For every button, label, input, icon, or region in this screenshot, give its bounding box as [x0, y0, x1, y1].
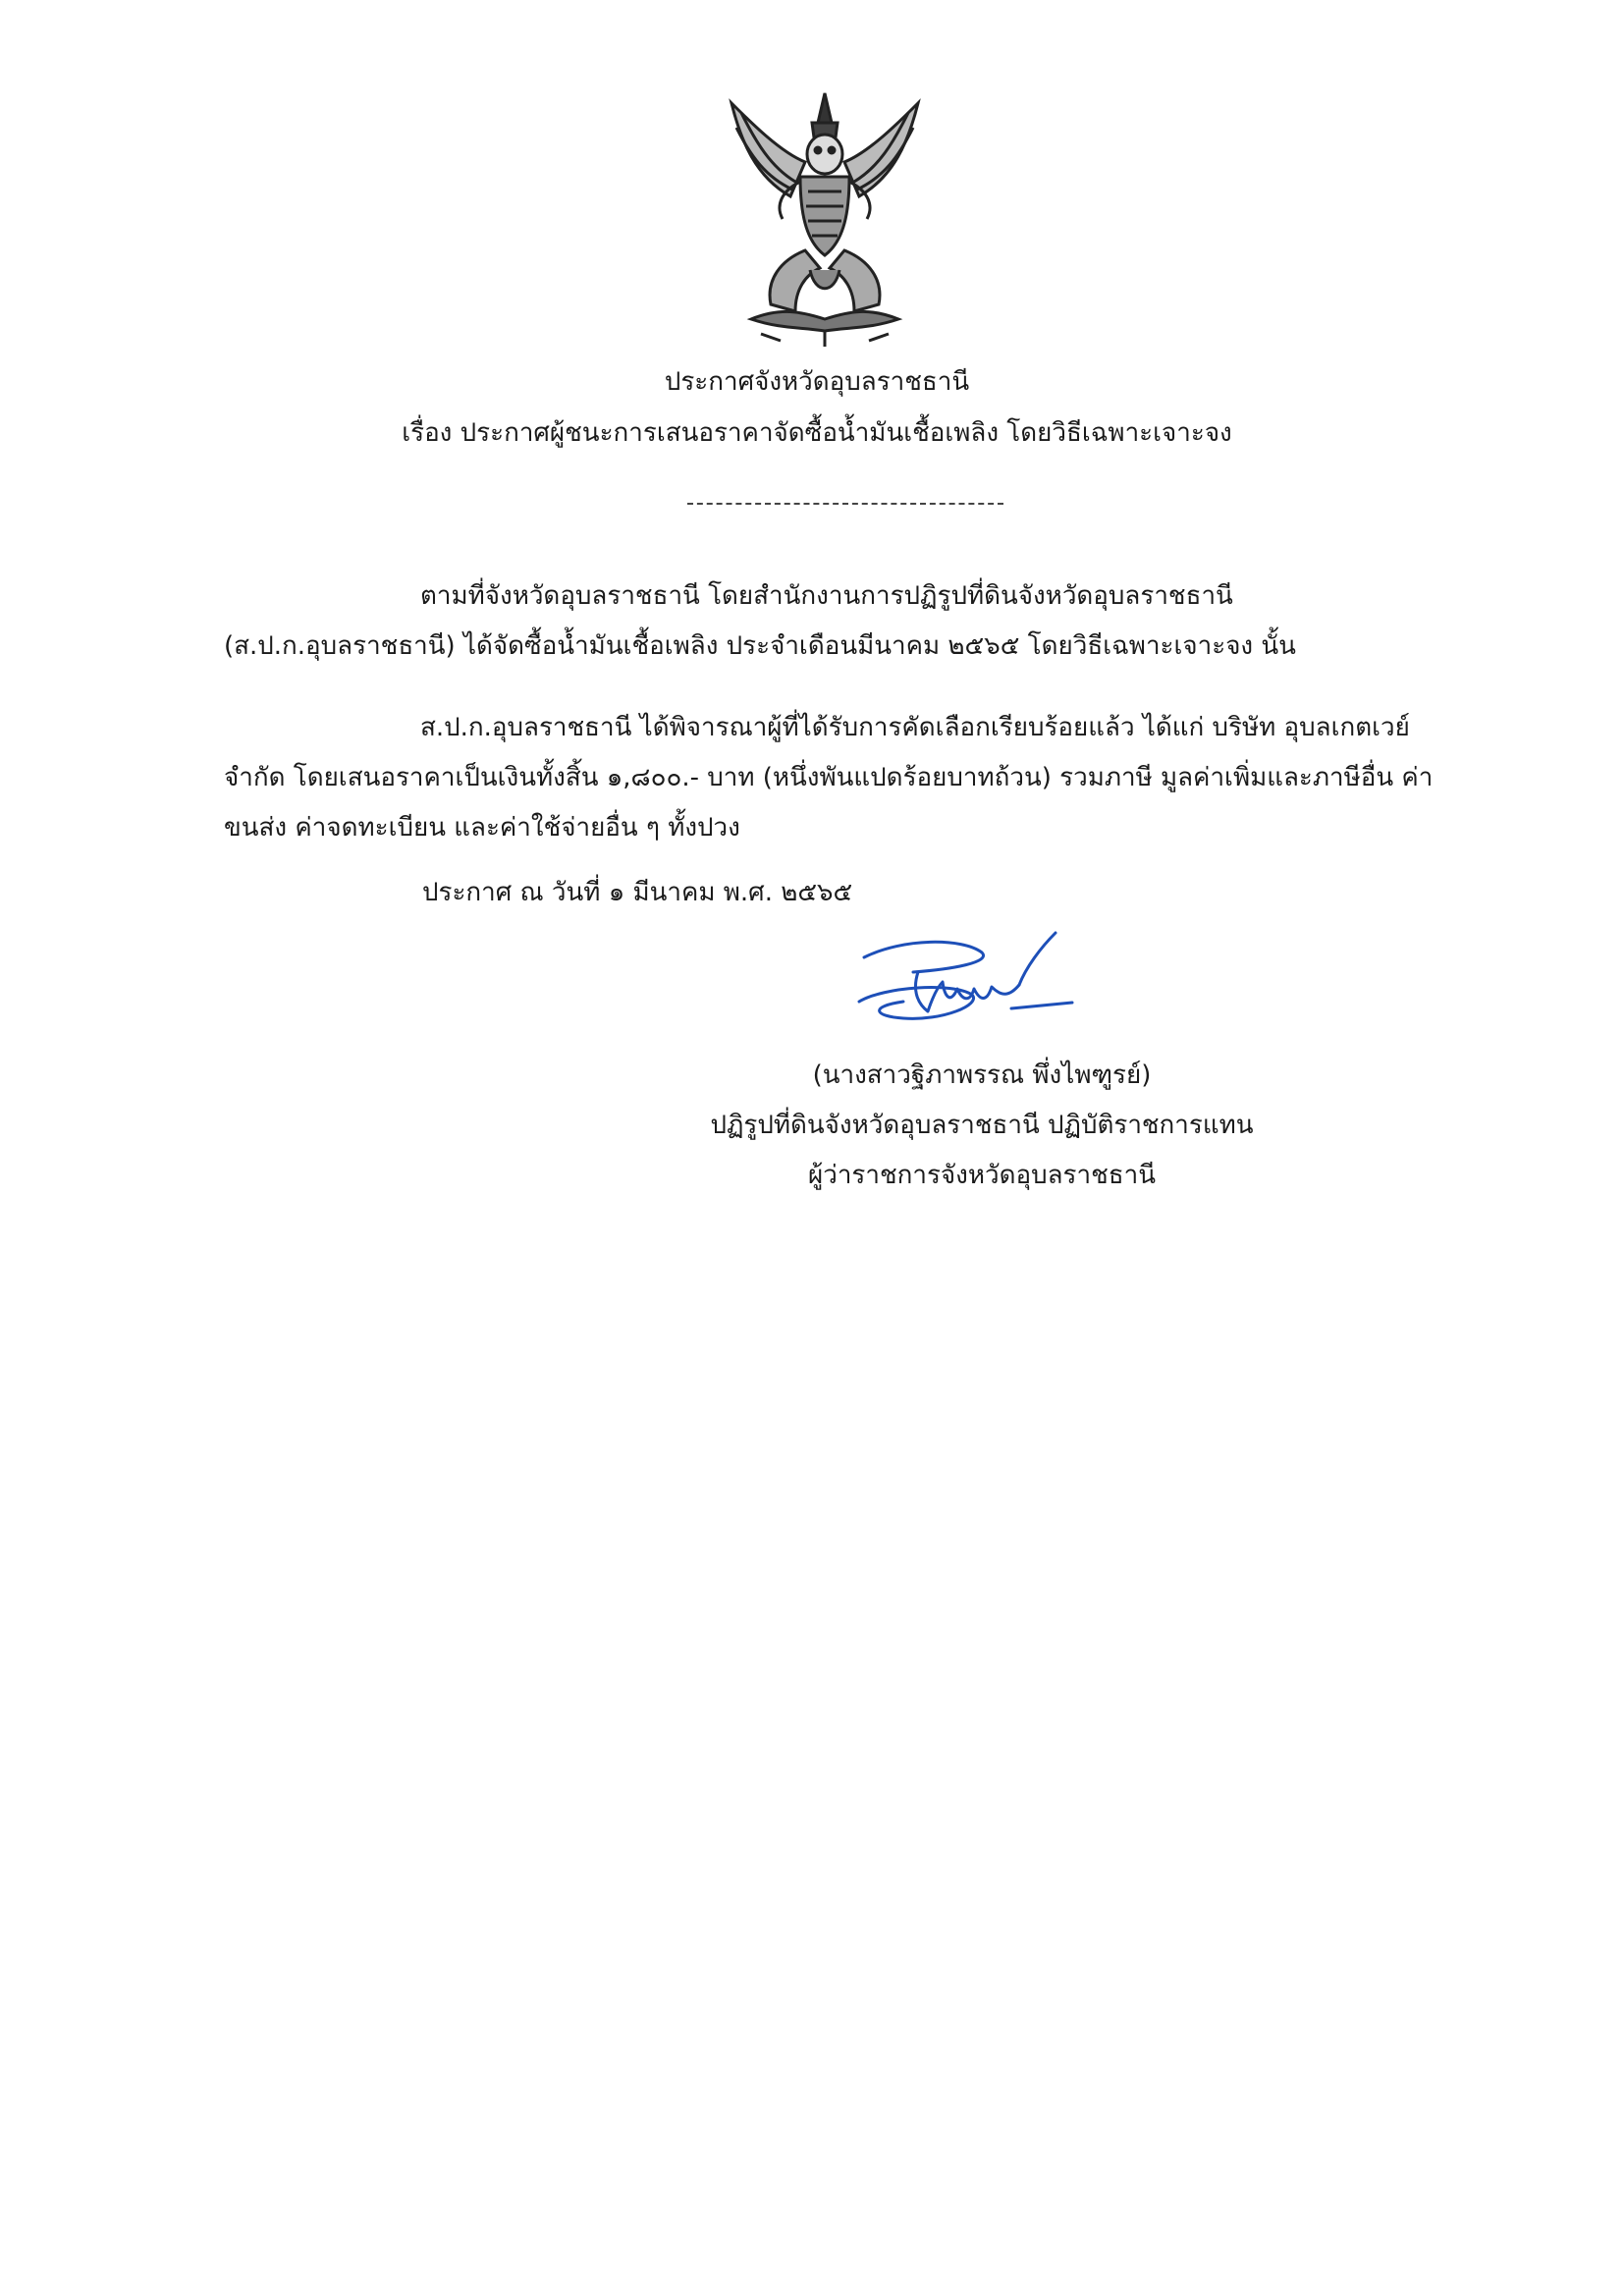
signatory-position-2: ผู้ว่าราชการจังหวัดอุบลราชธานี — [807, 1161, 1156, 1190]
divider-rule — [687, 503, 1003, 505]
document-title: ประกาศจังหวัดอุบลราชธานี — [664, 367, 970, 397]
handwritten-signature-icon — [844, 928, 1080, 1036]
paragraph-2 — [224, 703, 1471, 853]
paragraph-1 — [224, 571, 1471, 672]
announcement-date: ประกาศ ณ วันที่ ๑ มีนาคม พ.ศ. ๒๕๖๕ — [422, 878, 853, 907]
signatory-position-1: ปฏิรูปที่ดินจังหวัดอุบลราชธานี ปฏิบัติราชการแทน — [710, 1111, 1254, 1140]
garuda-emblem-icon — [722, 83, 928, 349]
signatory-name: (นางสาวฐิภาพรรณ พึ่งไพฑูรย์) — [812, 1060, 1152, 1090]
paragraph-1-text: ตามที่จังหวัดอุบลราชธานี โดยสำนักงานการปฏิรูปที่ดินจังหวัดอุบลราชธานี (ส.ป.ก.อุบลราชธานี) ได้จัดซื้อน้ำมันเชื้อเพลิง ประจำเดือนมีนาคม ๒๕๖๕ โดยวิธีเฉพาะเจาะจง นั้น — [224, 581, 1296, 661]
paragraph-2-text: ส.ป.ก.อุบลราชธานี ได้พิจารณาผู้ที่ได้รับการคัดเลือกเรียบร้อยแล้ว ได้แก่ บริษัท อุบลเกตเวย์ จำกัด โดยเสนอราคาเป็นเงินทั้งสิ้น ๑,๘๐๐.- บาท (หนึ่งพันแปดร้อยบาทถ้วน) รวมภาษี มูลค่าเพิ่มและภาษีอื่น ค่าขนส่ง ค่าจดทะเบียน และค่าใช้จ่ายอื่น ๆ ทั้งปวง — [224, 713, 1434, 843]
document-subject: เรื่อง ประกาศผู้ชนะการเสนอราคาจัดซื้อน้ำมันเชื้อเพลิง โดยวิธีเฉพาะเจาะจง — [402, 418, 1232, 448]
